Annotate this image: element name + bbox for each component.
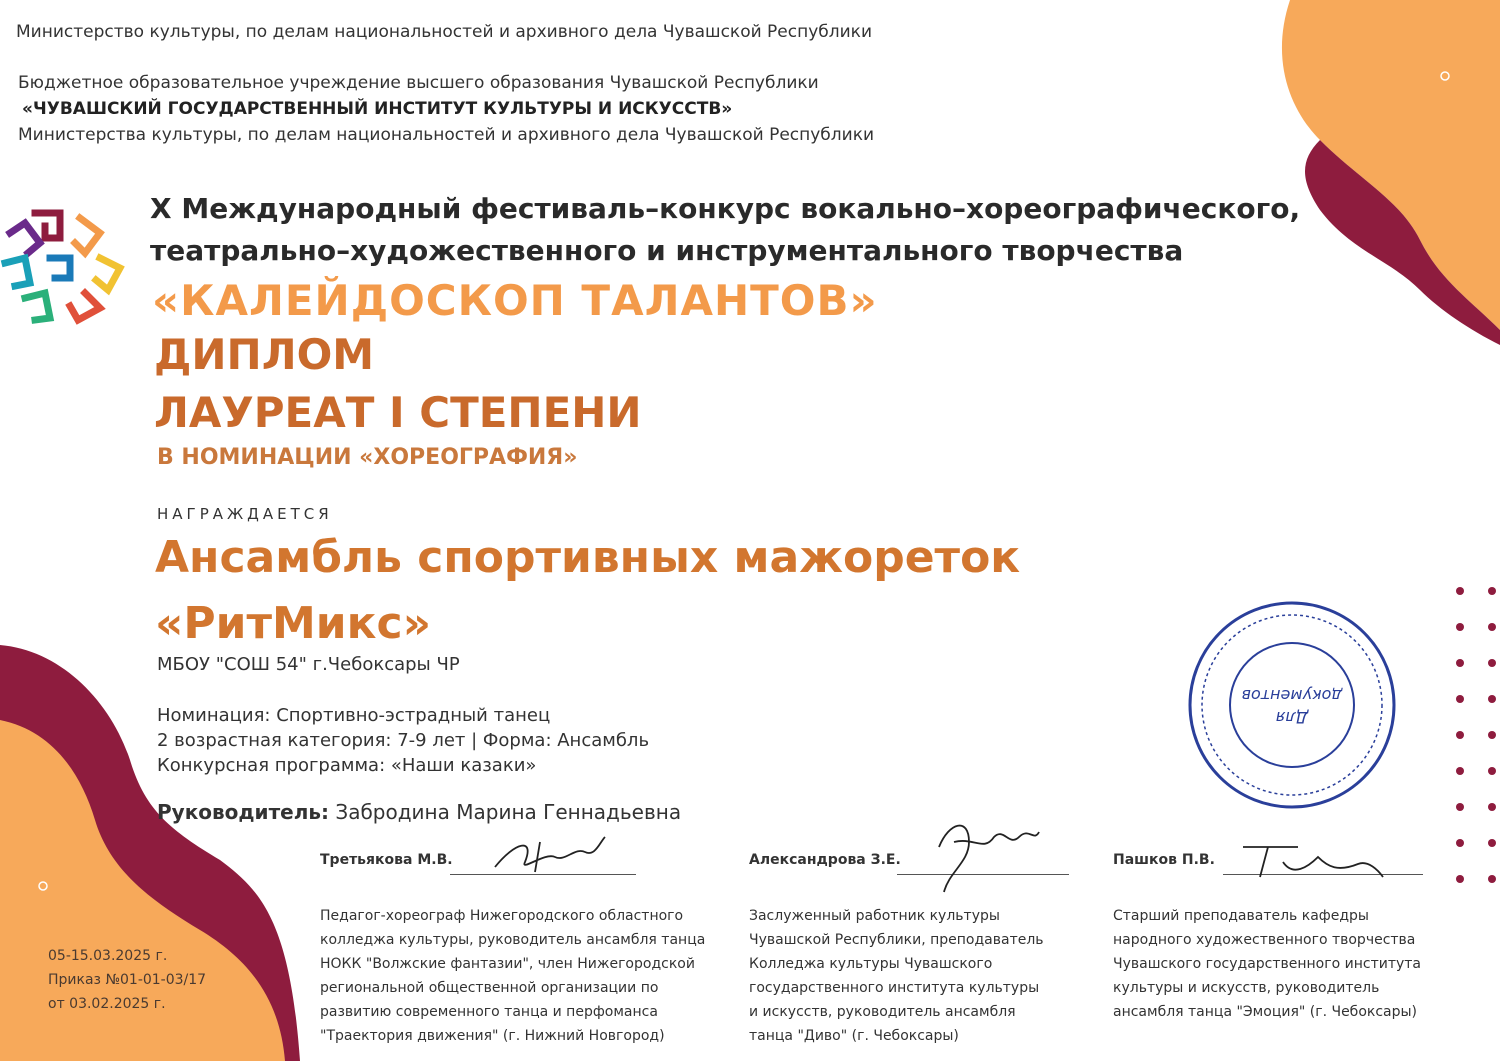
jury-member-2: [749, 852, 1044, 1044]
signature-icon: [924, 812, 1044, 902]
recipient-name-line-2: «РитМикс»: [155, 598, 431, 649]
diploma-degree: ЛАУРЕАТ I СТЕПЕНИ: [154, 388, 642, 437]
official-stamp-icon: [1185, 598, 1400, 813]
diploma-title: ДИПЛОМ: [154, 330, 375, 379]
stamp-text-2: документов: [1241, 686, 1343, 705]
recipient-details: [157, 703, 649, 778]
order-number: Приказ №01-01-03/17: [48, 972, 207, 988]
jury-desc-line: НОКК "Волжские фантазии", член Нижегородской: [320, 956, 695, 972]
jury-name: Третьякова М.В.: [320, 852, 453, 868]
jury-desc-line: развитию современного танца и перфоманса: [320, 1004, 658, 1020]
jury-description: [749, 904, 1044, 1048]
festival-title: [150, 188, 1410, 272]
signature-icon: [485, 832, 615, 882]
jury-desc-line: государственного института культуры: [749, 980, 1040, 996]
jury-name: Александрова З.Е.: [749, 852, 901, 868]
jury-description: [320, 904, 705, 1048]
institution-name: «ЧУВАШСКИЙ ГОСУДАРСТВЕННЫЙ ИНСТИТУТ КУЛЬТУРЫ И ИСКУССТВ»: [22, 99, 733, 119]
jury-desc-line: Чувашской Республики, преподаватель: [749, 932, 1044, 948]
jury-name: Пашков П.В.: [1113, 852, 1215, 868]
institution-line-1: Бюджетное образовательное учреждение высшего образования Чувашской Республики: [18, 73, 819, 93]
jury-desc-line: Чувашского государственного института: [1113, 956, 1421, 972]
ministry-header: Министерство культуры, по делам национальностей и архивного дела Чувашской Республики: [16, 22, 873, 42]
jury-desc-line: колледжа культуры, руководитель ансамбля танца: [320, 932, 706, 948]
jury-desc-line: ансамбля танца "Эмоция" (г. Чебоксары): [1113, 1004, 1418, 1020]
jury-desc-line: народного художественного творчества: [1113, 932, 1416, 948]
jury-desc-line: и искусств, руководитель ансамбля: [749, 1004, 1016, 1020]
leader-label: Руководитель:: [157, 800, 330, 824]
stamp-text-1: Для: [1275, 708, 1309, 727]
jury-member-3: [1113, 852, 1421, 1020]
jury-desc-line: культуры и искусств, руководитель: [1113, 980, 1380, 996]
jury-desc-line: танца "Диво" (г. Чебоксары): [749, 1028, 959, 1044]
leader-line: [157, 800, 681, 824]
recipient-name-line-1: Ансамбль спортивных мажореток: [155, 532, 1021, 583]
jury-member-1: [320, 852, 706, 1044]
signature-icon: [1238, 842, 1388, 892]
recipient-school: МБОУ "СОШ 54" г.Чебоксары ЧР: [157, 654, 460, 675]
jury-desc-line: Заслуженный работник культуры: [749, 908, 1000, 924]
festival-name: «КАЛЕЙДОСКОП ТАЛАНТОВ»: [152, 276, 878, 325]
jury-desc-line: Колледжа культуры Чувашского: [749, 956, 993, 972]
diploma-nomination: В НОМИНАЦИИ «ХОРЕОГРАФИЯ»: [157, 445, 578, 470]
order-date: от 03.02.2025 г.: [48, 996, 166, 1012]
order-info: [48, 944, 206, 1016]
event-dates: 05-15.03.2025 г.: [48, 948, 168, 964]
leader-name: Забродина Марина Геннадьевна: [329, 800, 682, 824]
category-line: 2 возрастная категория: 7-9 лет | Форма: Ансамбль: [157, 730, 650, 751]
institution-line-3: Министерства культуры, по делам национальностей и архивного дела Чувашской Республики: [18, 125, 875, 145]
festival-title-line-2: театрально–художественного и инструментального творчества: [150, 234, 1184, 267]
jury-description: [1113, 904, 1421, 1024]
jury-desc-line: Старший преподаватель кафедры: [1113, 908, 1369, 924]
kaleidoscope-logo-icon: [0, 198, 125, 328]
jury-desc-line: региональной общественной организации по: [320, 980, 659, 996]
nomination-line: Номинация: Спортивно-эстрадный танец: [157, 705, 551, 726]
jury-desc-line: Педагог-хореограф Нижегородского областного: [320, 908, 684, 924]
awarded-label: НАГРАЖДАЕТСЯ: [157, 505, 333, 523]
jury-desc-line: "Траектория движения" (г. Нижний Новгород): [320, 1028, 665, 1044]
program-line: Конкурсная программа: «Наши казаки»: [157, 755, 537, 776]
festival-title-line-1: X Международный фестиваль–конкурс вокально–хореографического,: [150, 192, 1301, 225]
